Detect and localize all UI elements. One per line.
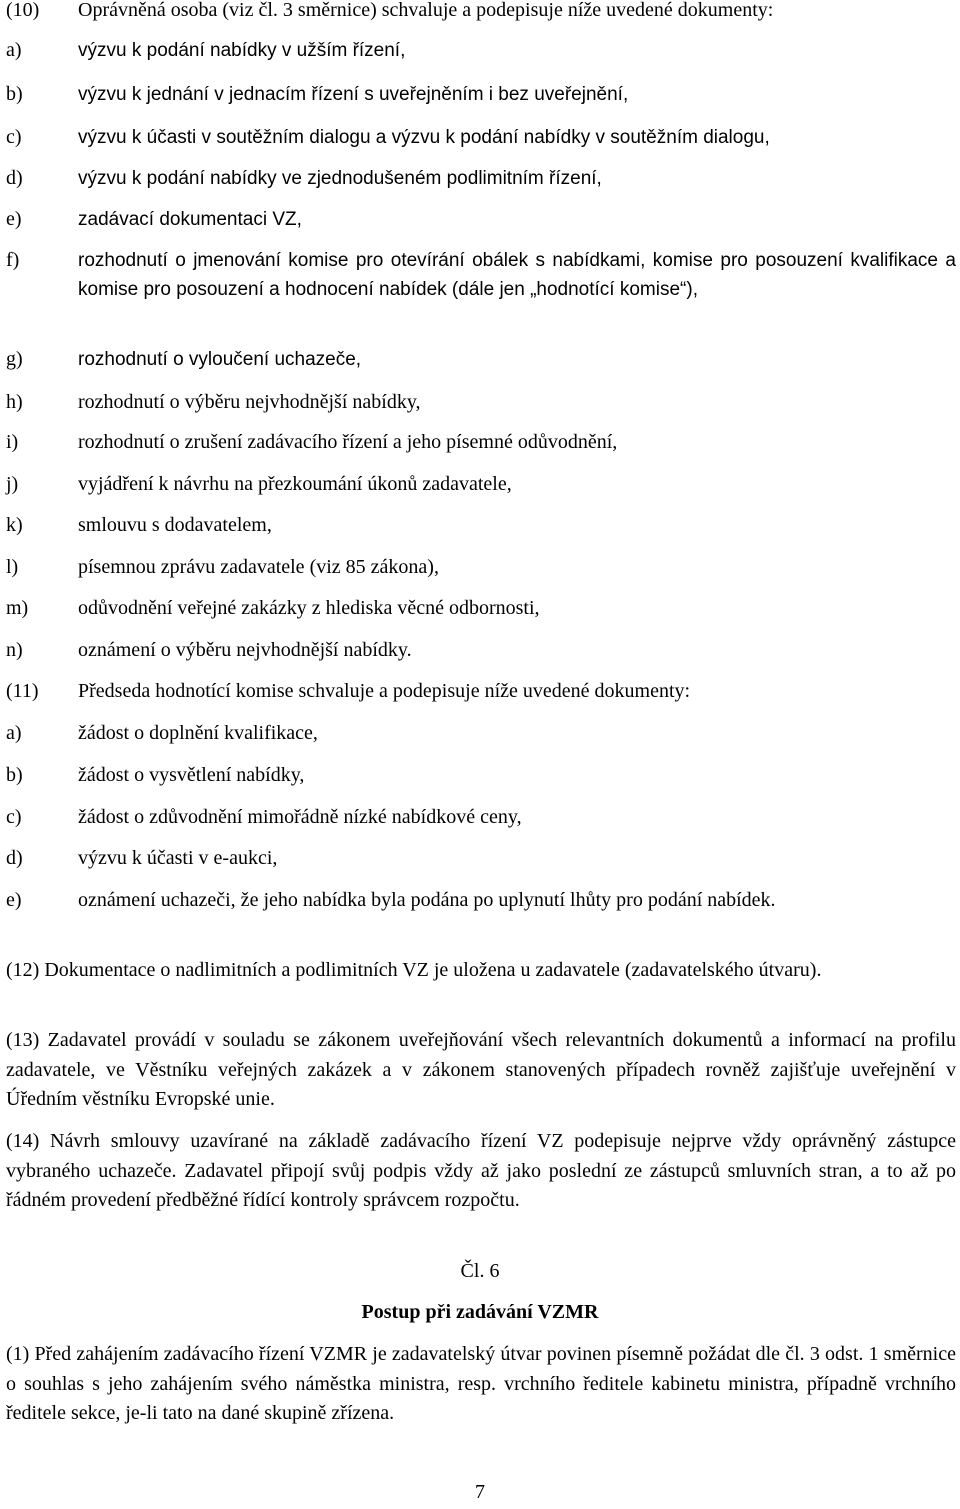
section-10-heading — [6, 0, 956, 25]
list-item — [6, 205, 956, 234]
list-item — [6, 553, 956, 582]
list-item — [6, 594, 956, 623]
list-item-label: l) — [6, 556, 19, 578]
section-11-heading — [6, 677, 956, 706]
list-item-label: e) — [6, 208, 22, 230]
list-item — [6, 761, 956, 790]
list-item — [6, 511, 956, 540]
list-item-label: m) — [6, 597, 29, 619]
list-item-text: oznámení o výběru nejvhodnější nabídky. — [78, 639, 412, 661]
list-item — [6, 388, 956, 417]
list-item-text: výzvu k jednání v jednacím řízení s uveřejněním i bez uveřejnění, — [78, 84, 629, 105]
list-item — [6, 719, 956, 748]
list-item-text: žádost o doplnění kvalifikace, — [78, 722, 318, 744]
article-paragraph-1: (1) Před zahájením zadávacího řízení VZMR je zadavatelský útvar povinen písemně požádat dle čl. 3 odst. 1 směrnice o souhlas s jeho zahájením svého náměstka ministra, resp. vrchního ředitele kabinetu ministra, případně vrchního ředitele sekce, je-li tato na dané skupině zřízena. — [6, 1343, 956, 1424]
list-item-text: rozhodnutí o zrušení zadávacího řízení a jeho písemné odůvodnění, — [78, 431, 618, 453]
section-number: (10) — [6, 0, 40, 21]
list-item-label: n) — [6, 639, 23, 661]
list-item-text: výzvu k účasti v e-aukci, — [78, 847, 278, 869]
list-item-label: c) — [6, 126, 22, 148]
list-item-text: výzvu k podání nabídky v užším řízení, — [78, 40, 406, 61]
list-item — [6, 844, 956, 873]
list-item — [6, 470, 956, 499]
section-12: (12) Dokumentace o nadlimitních a podlimitních VZ je uložena u zadavatele (zadavatelského útvaru). — [6, 959, 822, 981]
list-item — [6, 36, 956, 65]
section-text: Oprávněná osoba (viz čl. 3 směrnice) schvaluje a podepisuje níže uvedené dokumenty: — [78, 0, 774, 21]
list-item — [6, 428, 956, 457]
list-item-label: i) — [6, 431, 19, 453]
list-item-label: k) — [6, 514, 23, 536]
section-text: Předseda hodnotící komise schvaluje a podepisuje níže uvedené dokumenty: — [78, 680, 691, 702]
list-item-text: výzvu k účasti v soutěžním dialogu a výzvu k podání nabídky v soutěžním dialogu, — [78, 127, 770, 148]
list-item-text: výzvu k podání nabídky ve zjednodušeném podlimitním řízení, — [78, 168, 602, 189]
list-item-label: b) — [6, 764, 23, 786]
list-item-label: d) — [6, 167, 23, 189]
section-13: (13) Zadavatel provádí v souladu se zákonem uveřejňování všech relevantních dokumentů a informací na profilu zadavatele, ve Věstníku veřejných zakázek a v zákonem stanovených případech rovněž zajišťuje uveřejnění v Úředním věstníku Evropské unie. — [6, 1029, 956, 1110]
list-item-label: a) — [6, 39, 22, 61]
list-item — [6, 164, 956, 193]
list-item — [6, 345, 956, 374]
list-item-label: j) — [6, 473, 19, 495]
list-item-text: vyjádření k návrhu na přezkoumání úkonů zadavatele, — [78, 473, 512, 495]
list-item — [6, 246, 956, 304]
list-item-text: žádost o zdůvodnění mimořádně nízké nabídkové ceny, — [78, 806, 522, 828]
list-item-label: d) — [6, 847, 23, 869]
list-item — [6, 886, 956, 915]
list-item-label: g) — [6, 348, 23, 370]
list-item-text: odůvodnění veřejné zakázky z hlediska věcné odbornosti, — [78, 597, 540, 619]
list-item-text: písemnou zprávu zadavatele (viz 85 zákona), — [78, 556, 439, 578]
list-item-text: žádost o vysvětlení nabídky, — [78, 764, 305, 786]
list-item-text: oznámení uchazeči, že jeho nabídka byla podána po uplynutí lhůty pro podání nabídek. — [78, 889, 776, 911]
list-item-text: rozhodnutí o vyloučení uchazeče, — [78, 349, 362, 370]
section-14: (14) Návrh smlouvy uzavírané na základě zadávacího řízení VZ podepisuje nejprve vždy oprávněný zástupce vybraného uchazeče. Zadavatel připojí svůj podpis vždy až jako poslední ze zástupců smluvních stran, a to až po řádném provedení předběžné řídící kontroly správcem rozpočtu. — [6, 1130, 956, 1211]
section-number: (11) — [6, 680, 39, 702]
list-item-label: f) — [6, 249, 20, 271]
list-item-text: rozhodnutí o jmenování komise pro otevírání obálek s nabídkami, komise pro posouzení kvalifikace a komise pro posouzení a hodnocení nabídek (dále jen „hodnotící komise“), — [78, 250, 956, 300]
list-item-label: h) — [6, 391, 23, 413]
page-number: 7 — [475, 1481, 485, 1503]
list-item — [6, 636, 956, 665]
article-heading: Postup při zadávání VZMR — [361, 1301, 599, 1323]
list-item — [6, 123, 956, 152]
list-item-label: a) — [6, 722, 22, 744]
list-item-label: e) — [6, 889, 22, 911]
list-item-text: rozhodnutí o výběru nejvhodnější nabídky, — [78, 391, 421, 413]
list-item-label: c) — [6, 806, 22, 828]
list-item-text: zadávací dokumentaci VZ, — [78, 209, 302, 230]
list-item — [6, 80, 956, 109]
list-item — [6, 803, 956, 832]
list-item-label: b) — [6, 83, 23, 105]
article-number: Čl. 6 — [460, 1260, 500, 1282]
list-item-text: smlouvu s dodavatelem, — [78, 514, 272, 536]
